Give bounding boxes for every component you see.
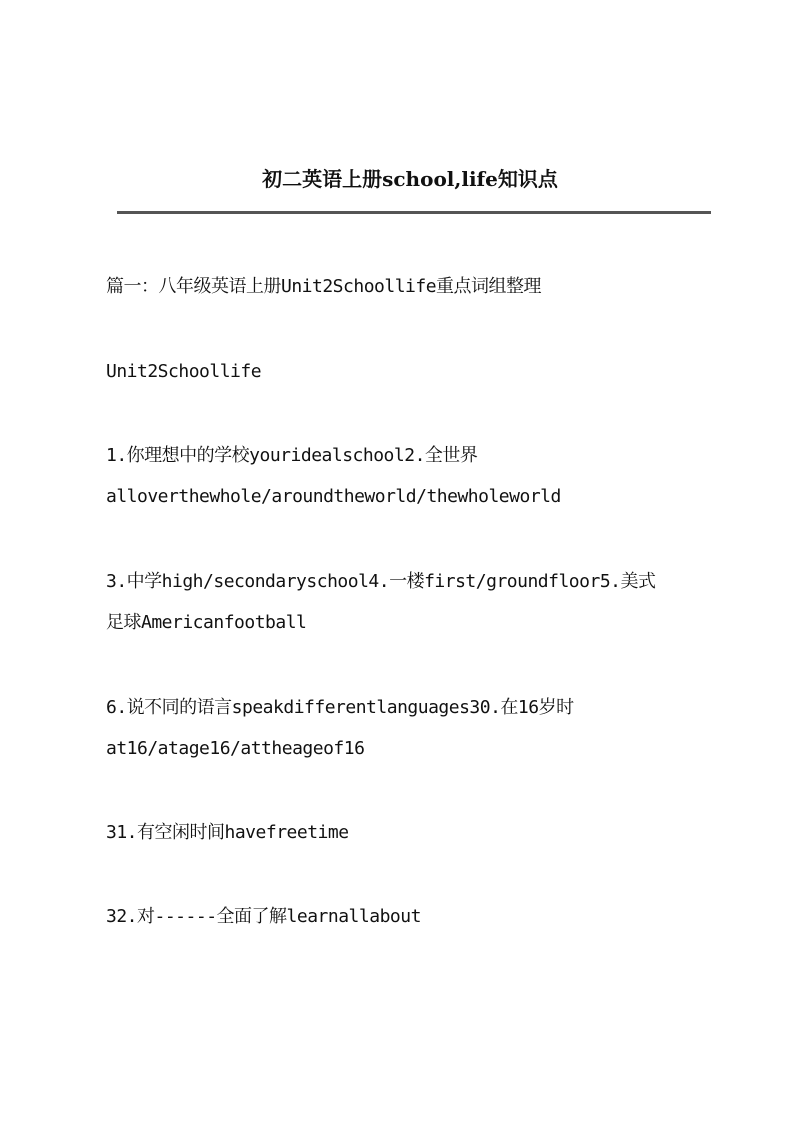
phrase-line: 32.对------全面了解learnallabout bbox=[106, 906, 421, 927]
phrase-line: alloverthewhole/aroundtheworld/thewholeworld bbox=[106, 486, 561, 507]
phrase-line: 6.说不同的语言speakdifferentlanguages30.在16岁时 bbox=[106, 697, 574, 718]
unit-heading: Unit2Schoollife bbox=[106, 361, 262, 382]
phrase-line: 1.你理想中的学校youridealschool2.全世界 bbox=[106, 445, 478, 466]
phrase-line: 31.有空闲时间havefreetime bbox=[106, 822, 349, 843]
phrase-line: at16/atage16/attheageof16 bbox=[106, 738, 365, 759]
phrase-line: 足球Americanfootball bbox=[106, 612, 307, 633]
section-heading: 篇一：八年级英语上册Unit2Schoollife重点词组整理 bbox=[106, 276, 542, 297]
document-title: 初二英语上册school,life知识点 bbox=[262, 167, 558, 191]
phrase-line: 3.中学high/secondaryschool4.一楼first/groundfloor5.美式 bbox=[106, 571, 656, 592]
title-divider bbox=[117, 211, 711, 214]
